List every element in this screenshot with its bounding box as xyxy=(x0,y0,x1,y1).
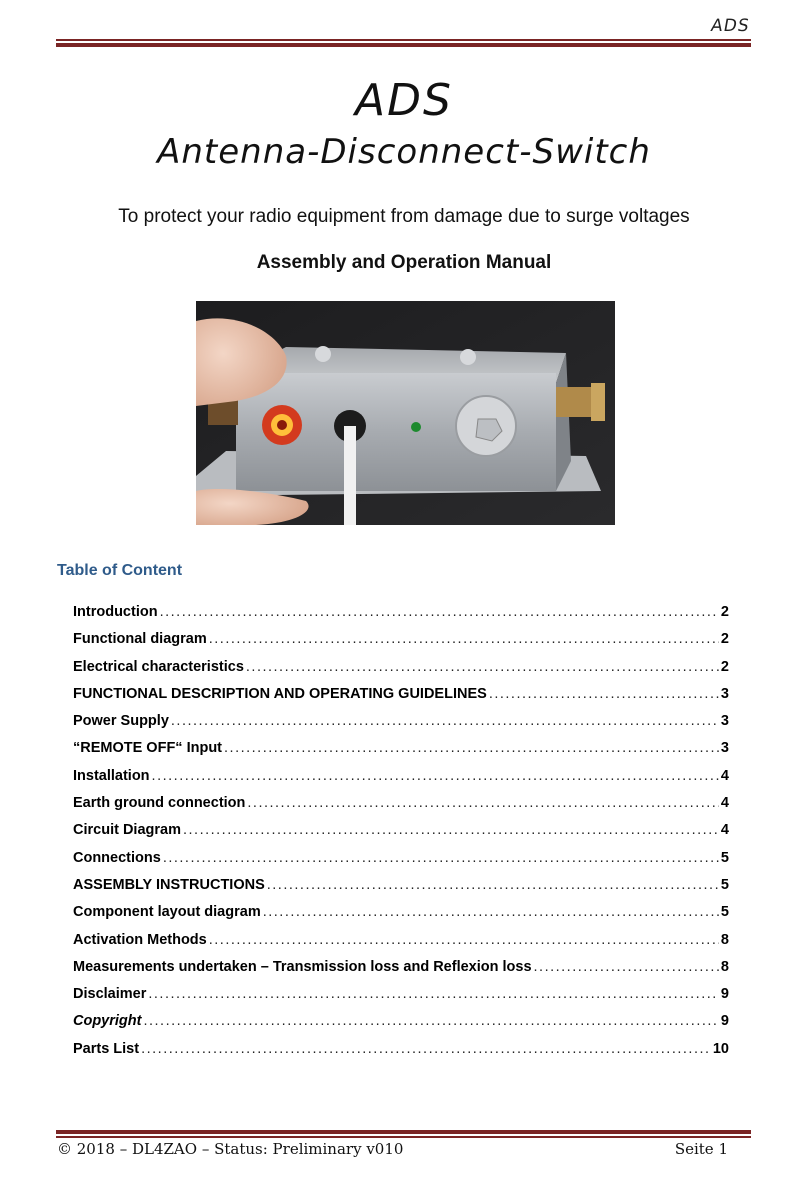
toc-entry-label: Activation Methods xyxy=(73,931,207,948)
toc-entry-page: 3 xyxy=(720,685,729,702)
toc-entry-label: Power Supply xyxy=(73,713,169,730)
toc-entry-page: 2 xyxy=(720,604,729,620)
toc-entry-assembly-instructions[interactable] xyxy=(73,877,729,904)
toc-leader-dots xyxy=(143,1013,718,1029)
toc-entry-page: 3 xyxy=(720,713,729,730)
toc-entry-functional-diagram[interactable] xyxy=(73,631,729,658)
toc-entry-connections[interactable] xyxy=(73,850,729,877)
toc-entry-label: Component layout diagram xyxy=(73,904,261,921)
toc-leader-dots xyxy=(247,795,719,811)
toc-entry-page: 2 xyxy=(720,631,729,648)
toc-leader-dots xyxy=(534,959,719,975)
toc-entry-label: Circuit Diagram xyxy=(73,822,181,839)
table-of-contents xyxy=(73,604,729,1068)
header-rule-thick xyxy=(56,43,751,47)
device-photo xyxy=(196,301,615,525)
toc-entry-label: “REMOTE OFF“ Input xyxy=(73,740,223,757)
toc-leader-dots xyxy=(141,1041,711,1057)
header-logo: ADS xyxy=(709,16,752,36)
toc-entry-page: 9 xyxy=(720,986,729,1003)
toc-entry-label: Connections xyxy=(73,849,161,866)
toc-leader-dots xyxy=(183,822,719,838)
toc-entry-page: 10 xyxy=(712,1040,729,1057)
toc-entry-functional-description[interactable] xyxy=(73,686,729,713)
toc-leader-dots xyxy=(209,631,719,647)
toc-entry-page: 3 xyxy=(720,740,729,757)
toc-entry-power-supply[interactable] xyxy=(73,713,729,740)
toc-entry-page: 5 xyxy=(720,904,729,921)
toc-entry-earth-ground[interactable] xyxy=(73,795,729,822)
toc-leader-dots xyxy=(267,877,719,893)
toc-entry-label: Earth ground connection xyxy=(73,795,246,812)
manual-title: Assembly and Operation Manual xyxy=(256,252,552,273)
toc-entry-component-layout[interactable] xyxy=(73,904,729,931)
footer-copyright: © 2018 – DL4ZAO – Status: Preliminary v010 xyxy=(57,1140,404,1158)
toc-entry-page: 2 xyxy=(720,658,729,675)
toc-entry-page: 4 xyxy=(720,767,729,784)
toc-entry-introduction[interactable] xyxy=(73,604,729,631)
toc-leader-dots xyxy=(246,659,719,675)
toc-entry-page: 5 xyxy=(720,849,729,866)
toc-leader-dots xyxy=(152,768,719,784)
toc-entry-page: 8 xyxy=(720,958,729,975)
toc-entry-remote-off-input[interactable] xyxy=(73,740,729,767)
toc-entry-label: Functional diagram xyxy=(73,631,207,648)
toc-entry-electrical-characteristics[interactable] xyxy=(73,659,729,686)
toc-entry-label: Installation xyxy=(73,767,150,784)
toc-entry-label: ASSEMBLY INSTRUCTIONS xyxy=(73,876,265,893)
toc-entry-page: 5 xyxy=(720,876,729,893)
footer-page-number: Seite 1 xyxy=(674,1140,728,1158)
header-rule xyxy=(56,39,751,41)
toc-entry-page: 9 xyxy=(720,1013,729,1030)
toc-heading: Table of Content xyxy=(57,562,183,579)
toc-leader-dots xyxy=(209,932,719,948)
toc-entry-parts-list[interactable] xyxy=(73,1041,729,1068)
toc-entry-label: Disclaimer xyxy=(73,986,147,1003)
toc-entry-measurements[interactable] xyxy=(73,959,729,986)
toc-leader-dots xyxy=(489,686,719,702)
toc-leader-dots xyxy=(160,604,719,620)
toc-leader-dots xyxy=(148,986,719,1002)
toc-entry-label: Electrical characteristics xyxy=(73,658,244,675)
toc-entry-activation-methods[interactable] xyxy=(73,932,729,959)
document-title: ADS xyxy=(355,75,453,126)
toc-leader-dots xyxy=(224,740,719,756)
toc-leader-dots xyxy=(163,850,719,866)
toc-entry-label: Introduction xyxy=(73,604,158,620)
toc-entry-label: Parts List xyxy=(73,1040,140,1057)
toc-entry-installation[interactable] xyxy=(73,768,729,795)
document-subtitle: Antenna-Disconnect-Switch xyxy=(157,132,651,172)
toc-entry-page: 8 xyxy=(720,931,729,948)
toc-entry-label: FUNCTIONAL DESCRIPTION AND OPERATING GUIDELINES xyxy=(73,685,487,702)
toc-entry-page: 4 xyxy=(720,795,729,812)
toc-entry-circuit-diagram[interactable] xyxy=(73,822,729,849)
toc-entry-copyright[interactable] xyxy=(73,1013,729,1040)
footer-rule-thick xyxy=(56,1130,751,1134)
toc-leader-dots xyxy=(171,713,719,729)
toc-entry-label: Copyright xyxy=(73,1013,142,1030)
toc-entry-page: 4 xyxy=(720,822,729,839)
toc-entry-disclaimer[interactable] xyxy=(73,986,729,1013)
toc-leader-dots xyxy=(263,904,719,920)
toc-entry-label: Measurements undertaken – Transmission loss and Reflexion loss xyxy=(73,958,532,975)
footer-rule xyxy=(56,1136,751,1138)
tagline: To protect your radio equipment from damage due to surge voltages xyxy=(118,206,690,227)
